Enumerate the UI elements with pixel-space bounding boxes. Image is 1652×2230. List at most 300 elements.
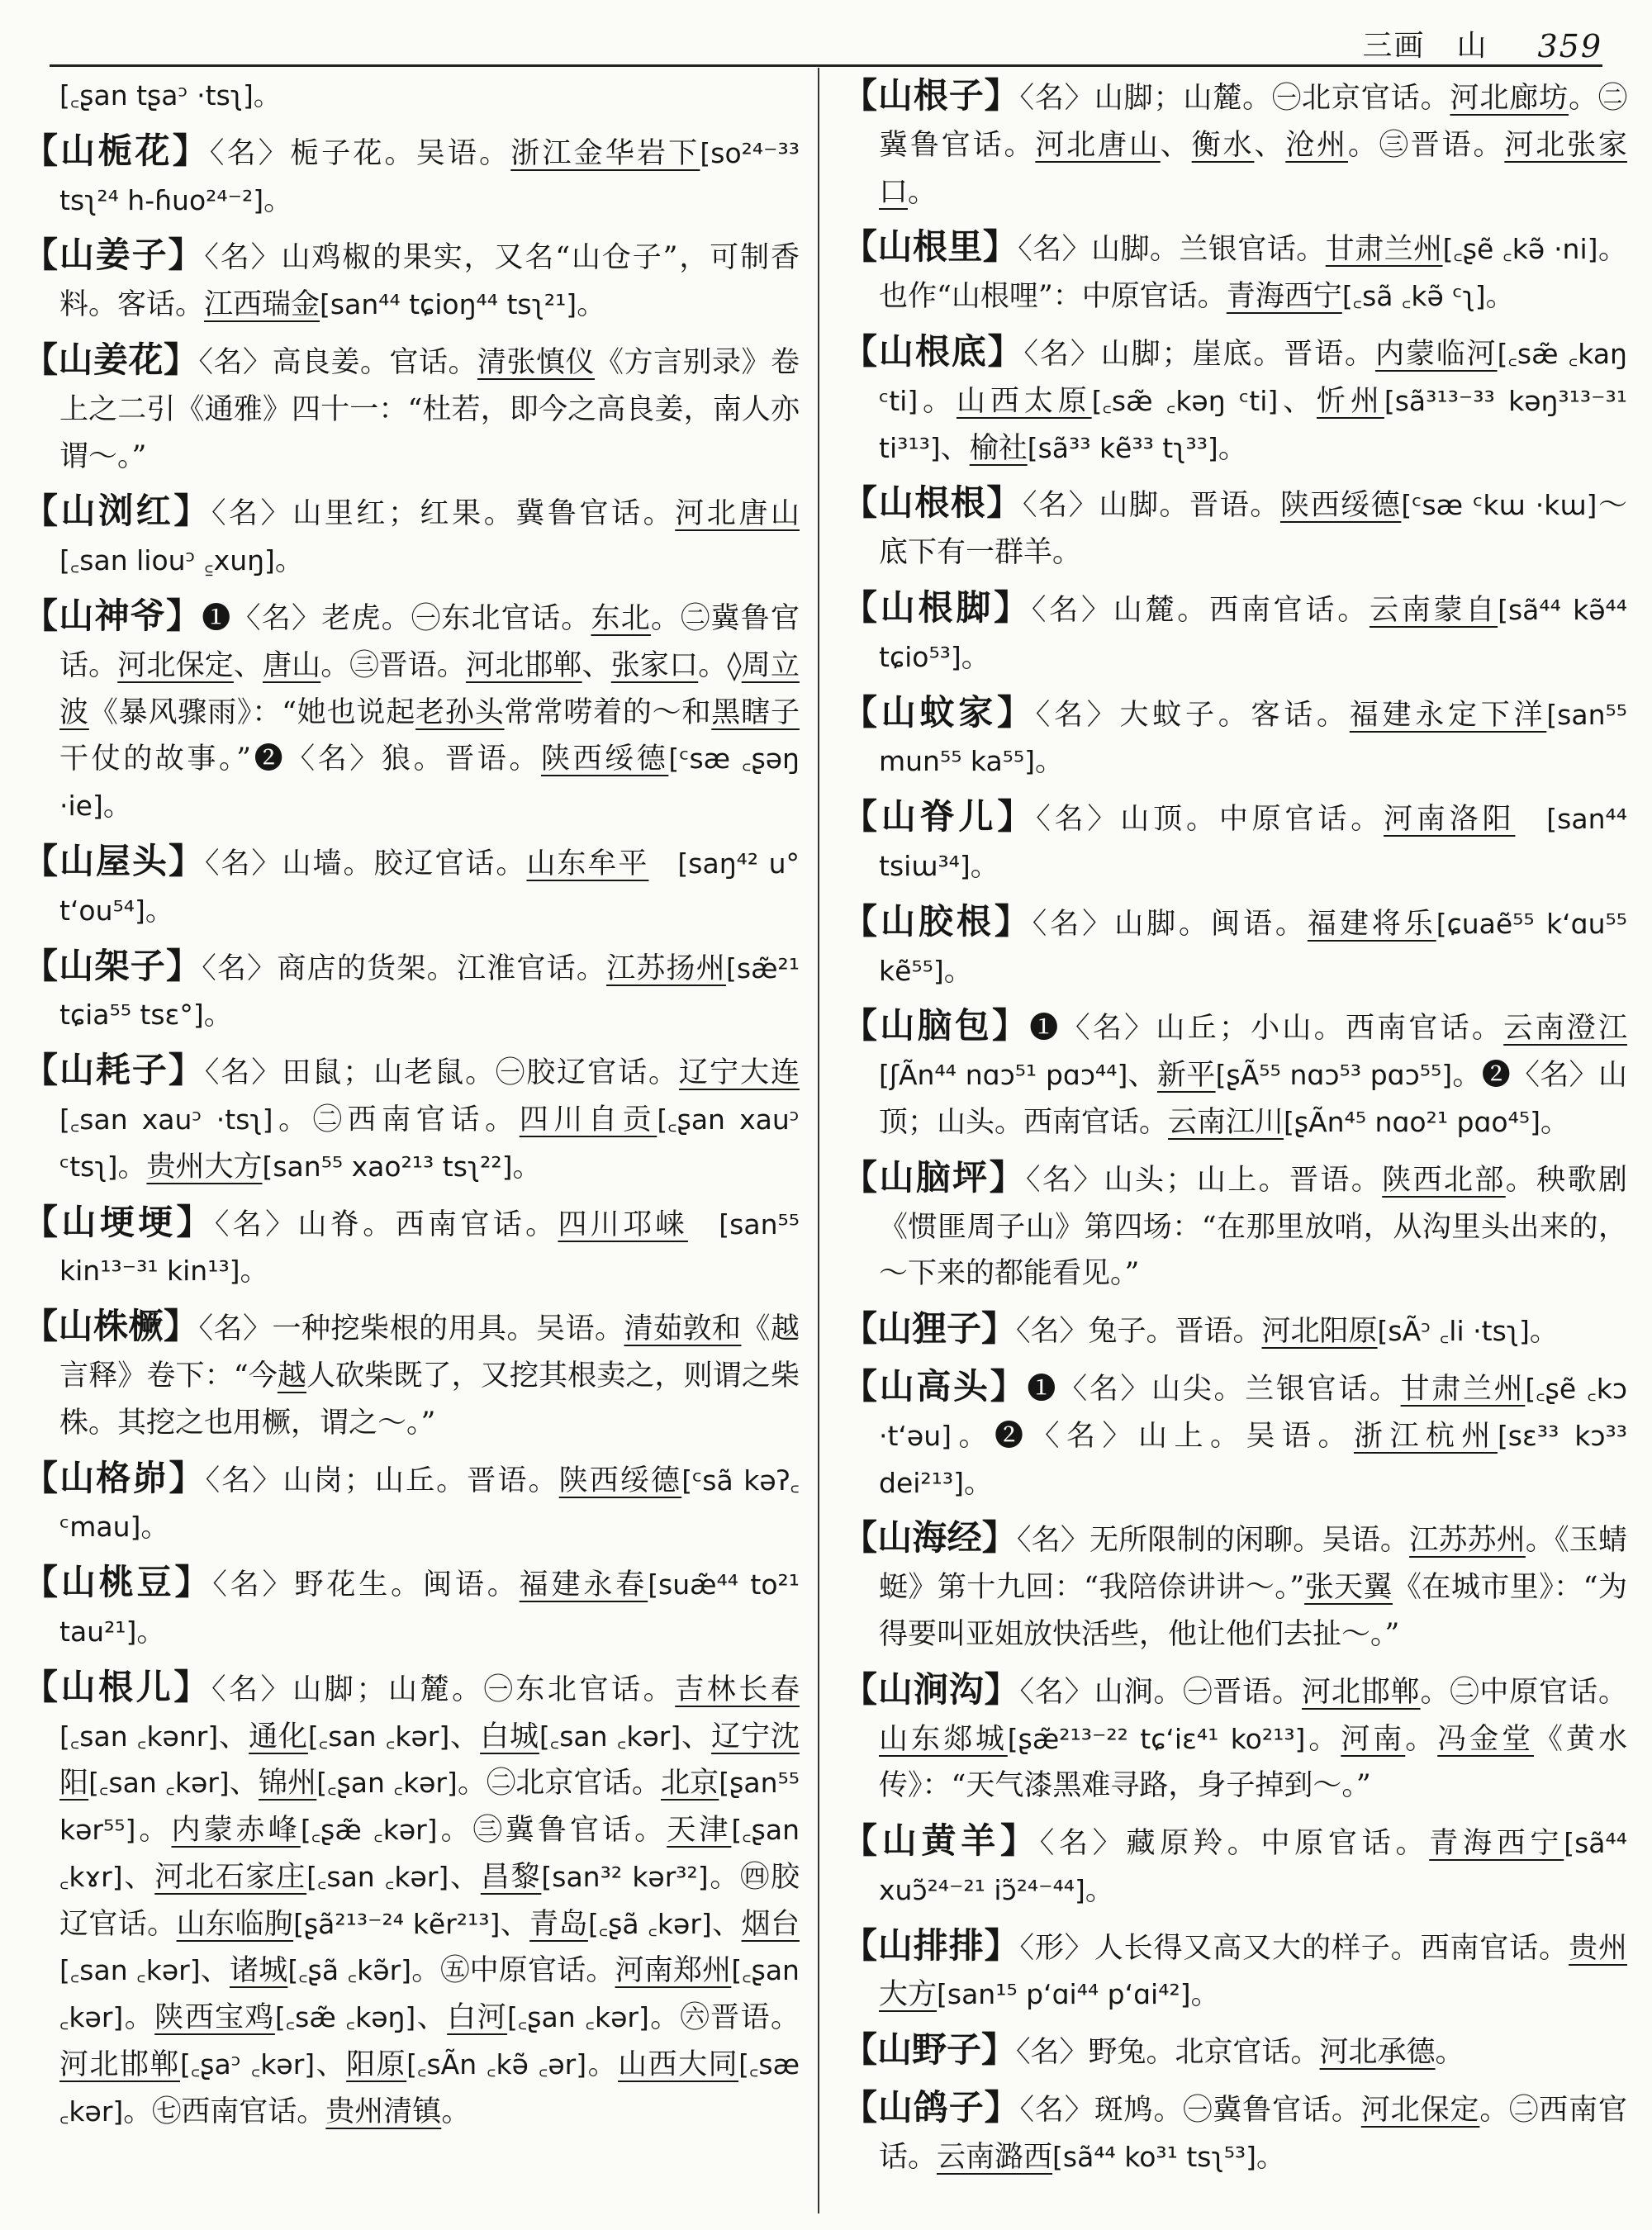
phonetic-transcription: [suæ̃⁴⁴ to²¹ tau²¹] xyxy=(59,1568,800,1648)
definition-text: 。 xyxy=(1405,1722,1438,1756)
place-name: 山东临朐 xyxy=(176,1907,294,1941)
place-name: 四川自贡 xyxy=(519,1103,657,1136)
phonetic-transcription: [ʂÃn⁴⁵ nɑo²¹ pɑo⁴⁵] xyxy=(1284,1105,1540,1138)
definition-text: 。 xyxy=(1540,1105,1569,1139)
place-name: 阳原 xyxy=(346,2048,407,2082)
place-name: 诸城 xyxy=(229,1954,288,1988)
definition-text: 。 xyxy=(140,1511,170,1544)
definition-text: 。 xyxy=(145,894,174,928)
definition-text: 、 xyxy=(449,1860,481,1894)
place-name: 浙江金华岩下 xyxy=(510,136,700,170)
headword: 【山栀花】 xyxy=(23,130,210,171)
entry-continuation xyxy=(23,73,800,120)
phonetic-transcription: [san⁵⁵ mun⁵⁵ ka⁵⁵] xyxy=(879,698,1627,778)
header-rule xyxy=(50,64,1602,67)
phonetic-transcription: [꜀san xauᵓ ·tsʅ] xyxy=(59,1103,273,1136)
place-name: 内蒙赤峰 xyxy=(171,1814,301,1848)
definition-text: 。㊁北京官话。 xyxy=(457,1767,661,1801)
definition-text: 〈名〉商店的货架。江淮官话。 xyxy=(202,951,607,985)
place-name: 甘肃兰州 xyxy=(1400,1372,1526,1406)
dictionary-entry xyxy=(843,585,1627,681)
phonetic-transcription: [꜀san ꜀kər] xyxy=(307,1720,450,1753)
definition-text: 、 xyxy=(1278,384,1317,418)
place-name: 河北唐山 xyxy=(1035,128,1161,162)
place-name: 陕西绥德 xyxy=(558,1464,682,1497)
definition-text: 〈名〉田鼠；山老鼠。㊀胶辽官话。 xyxy=(204,1056,680,1090)
phonetic-transcription: [ʂæ̃²¹³⁻²² tɕ‘iɛ⁴¹ ko²¹³] xyxy=(1007,1722,1306,1755)
headword: 【山根根】 xyxy=(843,482,1023,524)
definition-text: 〈名〉山涧。㊀晋语。 xyxy=(1019,1675,1302,1709)
definition-text: 〈名〉山脚；山麓。㊀东北官话。 xyxy=(211,1672,676,1706)
phonetic-transcription: [꜀ʂan ꜀kɤr] xyxy=(59,1814,800,1893)
definition-text: 〈名〉山脊。西南官话。 xyxy=(214,1208,558,1241)
definition-text: 、 xyxy=(711,1907,742,1941)
definition-text: 〈形〉人长得又高又大的样子。西南官话。 xyxy=(1019,1931,1569,1965)
headword: 【山黄羊】 xyxy=(843,1820,1040,1862)
definition-text: 。㊂冀鲁官话。 xyxy=(437,1814,667,1848)
definition-text: 。㊂晋语。 xyxy=(320,648,467,682)
place-name: 张天翼 xyxy=(1304,1571,1393,1605)
dictionary-entry xyxy=(843,73,1627,216)
place-name: 河北承德 xyxy=(1319,2036,1436,2070)
phonetic-transcription: [꜀san ꜀kənr] xyxy=(59,1720,219,1753)
definition-text: 、 xyxy=(233,648,263,682)
definition-text: 。秧歌剧《惯匪周子山》第四场：“在那里放哨，从沟里头出来的，～下来的都能看见。” xyxy=(879,1163,1627,1291)
dictionary-entry xyxy=(843,1818,1627,1914)
place-name: 河北保定 xyxy=(1360,2094,1480,2128)
headword: 【山浏红】 xyxy=(23,491,211,532)
phonetic-transcription: [ʂÃ⁵⁵ nɑɔ⁵³ pɑɔ⁵⁵] xyxy=(1215,1059,1453,1092)
headword: 【山狸子】 xyxy=(843,1308,1017,1350)
phonetic-transcription: [꜀ʂan ꜀kər] xyxy=(507,2001,649,2034)
definition-text: 。 xyxy=(136,1615,166,1649)
dictionary-entry xyxy=(23,1559,800,1656)
place-name: 河北石家庄 xyxy=(154,1860,307,1894)
place-name: 辽宁大连 xyxy=(679,1056,800,1090)
phonetic-transcription: [꜀ʂã ꜀kər] xyxy=(587,1907,712,1940)
definition-text: 〈名〉一种挖柴根的用具。吴语。 xyxy=(198,1312,624,1346)
definition-text: 〈名〉山麓。西南官话。 xyxy=(1031,593,1370,627)
place-name: 河北阳原 xyxy=(1261,1315,1378,1349)
dictionary-entry xyxy=(23,232,800,329)
place-name: 贵州清镇 xyxy=(325,2095,442,2128)
phonetic-transcription: [ᶜsæ ꜀ʂəŋ ·ie] xyxy=(59,743,800,823)
dictionary-entry xyxy=(843,1667,1627,1810)
dictionary-entry xyxy=(843,2027,1627,2076)
definition-text: 、 xyxy=(582,648,611,682)
headword: 【山根儿】 xyxy=(23,1666,211,1707)
place-name: 老孙头 xyxy=(415,695,505,729)
place-name: 山西太原 xyxy=(957,384,1092,418)
phonetic-transcription: [꜀ʂẽ ꜀kə̃ ·ni] xyxy=(1442,233,1598,266)
place-name: 河北廊坊 xyxy=(1450,82,1569,115)
phonetic-transcription: [꜀san ꜀kər] xyxy=(306,1860,449,1893)
dictionary-entry xyxy=(843,224,1627,320)
phonetic-transcription: [꜀ʂaᵓ ꜀kər] xyxy=(179,2048,316,2081)
phonetic-transcription: [ɕuaẽ⁵⁵ k‘ɑu⁵⁵ kẽ⁵⁵] xyxy=(879,907,1627,987)
place-name: 沧州 xyxy=(1285,128,1349,162)
definition-text: 。 xyxy=(1305,1722,1341,1756)
definition-text: 。㊅晋语。 xyxy=(648,2001,800,2035)
definition-text: ❶〈名〉山丘；小山。西南官话。 xyxy=(1029,1012,1504,1046)
definition-text: 。 xyxy=(512,1150,542,1184)
definition-text: 〈名〉山脚；崖底。晋语。 xyxy=(1023,337,1375,371)
definition-text: 。 xyxy=(123,2001,155,2035)
definition-text: 。 xyxy=(586,2048,619,2082)
definition-text: 。 xyxy=(240,1255,269,1288)
place-name: 内蒙临河 xyxy=(1374,337,1498,371)
definition-text: 。㊁西南官话。 xyxy=(879,2094,1627,2174)
phonetic-transcription: [sã⁴⁴ kə̃⁴⁴ tɕio⁵³] xyxy=(879,593,1627,673)
definition-text: 〈名〉野花生。闽语。 xyxy=(212,1568,520,1602)
definition-text: 。 xyxy=(117,1150,147,1184)
phonetic-transcription: [sɛ³³ kɔ³³ dei²¹³] xyxy=(879,1419,1627,1499)
definition-text: 《暴风骤雨》：“她也说起 xyxy=(88,695,416,729)
headword: 【山桃豆】 xyxy=(23,1562,213,1603)
phonetic-transcription: [꜀ʂan xauᵓ ᶜtsʅ] xyxy=(59,1103,800,1183)
place-name: 云南潞西 xyxy=(937,2140,1053,2174)
definition-text: 〈名〉山脚。晋语。 xyxy=(1023,489,1280,523)
definition-text: ～底下有一群羊。 xyxy=(879,489,1627,570)
place-name: 云南澄江 xyxy=(1503,1012,1627,1046)
dictionary-entry xyxy=(843,480,1627,576)
place-name: 陕西宝鸡 xyxy=(154,2001,275,2035)
dictionary-entry xyxy=(23,1455,800,1552)
place-name: 忻州 xyxy=(1317,384,1384,418)
phonetic-transcription: [꜀ʂan ꜀kər] xyxy=(316,1767,458,1800)
definition-text: 〈名〉山脚。兰银官话。 xyxy=(1018,233,1326,267)
phonetic-transcription: [saŋ⁴² u° t‘ou⁵⁴] xyxy=(59,847,800,927)
place-name: 甘肃兰州 xyxy=(1325,233,1443,267)
definition-text: 。 xyxy=(135,1814,172,1848)
definition-text: 、 xyxy=(1254,128,1286,162)
headword: 【山根里】 xyxy=(843,226,1018,268)
definition-text: 〈名〉藏原羚。中原官话。 xyxy=(1039,1827,1430,1861)
phonetic-transcription: [꜀san ꜀kər] xyxy=(88,1767,230,1800)
phonetic-transcription: [san⁵⁵ kin¹³⁻³¹ kin¹³] xyxy=(59,1208,800,1288)
place-name: 清张慎仪 xyxy=(477,345,595,379)
headword: 【山涧沟】 xyxy=(843,1668,1020,1710)
place-name: 山东郯城 xyxy=(879,1722,1008,1756)
phonetic-transcription: [ʃÃn⁴⁴ nɑɔ⁵¹ pɑɔ⁴⁴] xyxy=(879,1059,1128,1092)
definition-text: 。㊆西南官话。 xyxy=(123,2095,326,2128)
phonetic-transcription: [꜀ʂã ꜀kə̃r] xyxy=(287,1954,412,1987)
definition-text: 、 xyxy=(218,1720,249,1753)
definition-text: 、 xyxy=(1127,1059,1157,1093)
definition-text: 《方言别录》卷上之二引《通雅》四十一：“杜若，即今之高良姜，南人亦谓～。” xyxy=(59,345,800,473)
place-name: 陕西绥德 xyxy=(540,743,669,776)
place-name: 河南洛阳 xyxy=(1384,803,1516,837)
definition-text: 〈名〉大蚊子。客话。 xyxy=(1035,698,1350,732)
definition-text: 。 xyxy=(970,849,999,883)
dictionary-entry xyxy=(843,1003,1627,1146)
definition-text: 〈名〉山岗；山丘。晋语。 xyxy=(205,1464,559,1497)
place-name: 云南江川 xyxy=(1168,1105,1284,1139)
definition-text: 。❷〈名〉山顶；山头。西南官话。 xyxy=(879,1059,1627,1139)
place-name: 福建永春 xyxy=(519,1568,648,1602)
place-name: 贵州大方 xyxy=(146,1150,263,1184)
definition-text: 〈名〉斑鸠。㊀冀鲁官话。 xyxy=(1019,2094,1361,2128)
definition-text: 〈名〉山脚；山麓。㊀北京官话。 xyxy=(1019,82,1450,115)
phonetic-transcription: [sÃᵓ ꜀li ·tsʅ] xyxy=(1377,1315,1530,1348)
phonetic-transcription: [꜀ʂan tʂaᵓ ·tsʅ]。 xyxy=(59,79,281,112)
headword: 【山海经】 xyxy=(843,1517,1017,1559)
definition-text: 、 xyxy=(1160,128,1192,162)
headword: 【山脑坪】 xyxy=(843,1156,1026,1198)
definition-text: 。 xyxy=(203,999,233,1032)
headword: 【山脑包】 xyxy=(843,1005,1030,1046)
phonetic-transcription: [꜀sæ̃ ꜀kəŋ ᶜti] xyxy=(1091,384,1279,417)
phonetic-transcription: [san³² kər³²] xyxy=(541,1860,709,1893)
phonetic-transcription: [꜀ʂẽ ꜀kɔ ·t‘əu] xyxy=(879,1372,1627,1452)
place-name: 河北邯郸 xyxy=(59,2048,180,2082)
phonetic-transcription: [꜀san ꜀kər] xyxy=(59,1954,201,1987)
dictionary-entry xyxy=(23,943,800,1040)
definition-text: 。 xyxy=(263,183,293,217)
definition-text: 〈名〉山里红；红果。冀鲁官话。 xyxy=(211,497,676,531)
place-name: 冯金堂 xyxy=(1437,1722,1535,1756)
phonetic-transcription: [sã³¹³⁻³³ kəŋ³¹³⁻³¹ ti³¹³] xyxy=(879,384,1627,464)
section-header: 三画 山 xyxy=(1362,29,1488,63)
place-name: 唐山 xyxy=(263,648,321,682)
phonetic-transcription: [san⁵⁵ xao²¹³ tsʅ²²] xyxy=(262,1150,513,1183)
place-name: 河北张家口 xyxy=(879,128,1627,209)
definition-text: 。 xyxy=(1085,1873,1114,1907)
place-name: 辽宁沈阳 xyxy=(59,1720,800,1801)
place-name: 河北保定 xyxy=(117,648,234,682)
headword: 【山根子】 xyxy=(843,75,1020,116)
headword: 【山姜花】 xyxy=(23,339,199,380)
definition-text: 、 xyxy=(415,2001,448,2035)
place-name: 青岛 xyxy=(529,1907,588,1941)
headword: 【山根底】 xyxy=(843,330,1024,372)
headword: 【山神爷】 xyxy=(23,595,202,636)
phonetic-transcription: [꜀sã ꜀kə̃ ᶜʅ] xyxy=(1341,280,1486,313)
headword: 【山姜子】 xyxy=(23,235,205,276)
phonetic-transcription: [sã⁴⁴ ko³¹ tsʅ⁵³] xyxy=(1052,2140,1257,2173)
definition-text: 〈名〉山鸡椒的果实，又名“山仓子”，可制香料。客话。 xyxy=(59,241,800,322)
place-name: 衡水 xyxy=(1191,128,1255,162)
definition-text: 。 xyxy=(1035,745,1065,779)
dictionary-entry xyxy=(23,1047,800,1190)
definition-text: 。 xyxy=(961,640,990,674)
dictionary-entry xyxy=(23,1199,800,1296)
definition-text: 〈名〉山顶。中原官话。 xyxy=(1036,803,1384,837)
dictionary-entry xyxy=(843,690,1627,786)
phonetic-transcription: [ʂan⁵⁵ kər⁵⁵] xyxy=(59,1767,800,1847)
definition-text: 。㊁冀鲁官话。 xyxy=(879,82,1627,162)
place-name: 吉林长春 xyxy=(675,1672,800,1706)
definition-text: 《越言释》卷下：“今 xyxy=(59,1312,800,1393)
definition-text: 。㊃胶辽官话。 xyxy=(59,1860,800,1941)
place-name: 周立波 xyxy=(59,648,800,729)
phonetic-transcription: [꜀sÃn ꜀kə̃ ꜀ər] xyxy=(406,2048,587,2081)
dictionary-entry xyxy=(23,1664,800,2136)
phonetic-transcription: [sã⁴⁴ xuɔ̃²⁴⁻²¹ iɔ̃²⁴⁻⁴⁴] xyxy=(879,1827,1627,1906)
headword: 【山鸽子】 xyxy=(843,2087,1020,2128)
definition-text: 、 xyxy=(681,1720,712,1753)
page-number: 359 xyxy=(1537,28,1602,64)
place-name: 江苏扬州 xyxy=(606,951,727,985)
phonetic-transcription: [꜀ʂæ̃ ꜀kər] xyxy=(300,1814,438,1847)
definition-text: 人砍柴既了，又挖其根卖之，则谓之柴株。其挖之也用橛，谓之～。” xyxy=(59,1359,800,1440)
definition-text: 。 xyxy=(1218,431,1247,465)
dictionary-entry xyxy=(843,1364,1627,1506)
definition-text: ❶〈名〉山尖。兰银官话。 xyxy=(1027,1372,1401,1406)
definition-text: 。 xyxy=(274,544,304,578)
definition-text: 〈名〉高良姜。官话。 xyxy=(198,345,477,379)
definition-text: 。 xyxy=(577,288,606,322)
phonetic-transcription: [꜀san liouᵓ ꜁xuŋ] xyxy=(59,544,275,577)
phonetic-transcription: [ᶜsã kəʔ꜀ ᶜmau] xyxy=(59,1464,800,1544)
definition-text: 《黄水传》：“天气漆黑难寻路，身子掉到～。” xyxy=(879,1722,1627,1803)
definition-text: 。㊁西南官话。 xyxy=(273,1103,520,1136)
definition-text: 常常唠着的～和 xyxy=(504,695,712,729)
definition-text: 干仗的故事。”❷〈名〉狼。晋语。 xyxy=(59,743,541,776)
place-name: 越 xyxy=(277,1359,306,1393)
phonetic-transcription: [꜀sæ̃ ꜀kaŋ ᶜti] xyxy=(879,337,1627,417)
place-name: 青海西宁 xyxy=(1429,1827,1564,1861)
place-name: 江苏苏州 xyxy=(1409,1524,1526,1558)
place-name: 张家口 xyxy=(610,648,699,682)
definition-text: 〈名〉山头；山上。晋语。 xyxy=(1025,1163,1383,1197)
dictionary-entry xyxy=(843,1306,1627,1355)
right-column xyxy=(843,73,1627,2190)
phonetic-transcription: [san⁴⁴ tsiɯ³⁴] xyxy=(879,803,1627,882)
dictionary-entry xyxy=(23,337,800,480)
place-name: 清茹敦和 xyxy=(624,1312,742,1346)
place-name: 陕西北部 xyxy=(1382,1163,1506,1197)
definition-text: 。 xyxy=(441,2095,471,2128)
place-name: 四川邛崃 xyxy=(558,1208,688,1241)
definition-text: 〈名〉山墙。胶辽官话。 xyxy=(204,847,527,880)
place-name: 河北唐山 xyxy=(675,497,800,531)
phonetic-transcription: [꜀san ꜀kər] xyxy=(539,1720,681,1753)
place-name: 云南蒙自 xyxy=(1369,593,1498,627)
headword: 【山高头】 xyxy=(843,1365,1028,1407)
place-name: 河北邯郸 xyxy=(466,648,582,682)
headword: 【山埂埂】 xyxy=(23,1201,215,1242)
definition-text: 。 xyxy=(1256,2140,1286,2174)
phonetic-transcription: [꜀sæ ꜀kər] xyxy=(59,2048,800,2128)
definition-text: 。◊ xyxy=(698,648,742,682)
definition-text: 。 xyxy=(1190,1978,1220,2012)
place-name: 河南 xyxy=(1341,1722,1406,1756)
place-name: 黑瞎子 xyxy=(711,695,800,729)
definition-text: 《在城市里》：“为得要叫亚姐放快活些，他让他们去扯～。” xyxy=(879,1571,1627,1651)
place-name: 贵州大方 xyxy=(879,1931,1627,2012)
phonetic-transcription: [ʂã²¹³⁻²⁴ kẽr²¹³] xyxy=(293,1907,501,1940)
definition-text: 、 xyxy=(122,1860,155,1894)
definition-text: 。《玉蜻蜓》第十九回：“我陪倷讲讲～。” xyxy=(879,1524,1627,1605)
phonetic-transcription: [san⁴⁴ tɕioŋ⁴⁴ tsʅ²¹] xyxy=(320,288,577,321)
definition-text: 。 xyxy=(918,384,957,418)
running-head xyxy=(1362,15,1602,64)
place-name: 陕西绥德 xyxy=(1279,489,1402,523)
place-name: 河南郑州 xyxy=(615,1954,732,1988)
definition-text: 。 xyxy=(908,175,938,209)
definition-text: 。㊂晋语。 xyxy=(1348,128,1505,162)
phonetic-transcription: [ᶜsæ ᶜkɯ ·kɯ] xyxy=(1401,489,1597,522)
headword: 【山根脚】 xyxy=(843,586,1032,628)
headword: 【山蚊家】 xyxy=(843,691,1036,733)
definition-text: 。 xyxy=(963,1466,993,1500)
definition-text: 〈名〉野兔。北京官话。 xyxy=(1016,2036,1320,2070)
place-name: 北京 xyxy=(660,1767,719,1801)
definition-text: 、 xyxy=(940,431,970,465)
definition-text: 。 xyxy=(1529,1315,1559,1349)
dictionary-entry xyxy=(843,1515,1627,1658)
place-name: 东北 xyxy=(591,601,651,635)
dictionary-entry xyxy=(23,593,800,830)
headword: 【山排排】 xyxy=(843,1924,1020,1966)
definition-text: 〈名〉无所限制的闲聊。吴语。 xyxy=(1016,1524,1410,1558)
headword: 【山耗子】 xyxy=(23,1050,205,1091)
definition-text: ❶〈名〉老虎。㊀东北官话。 xyxy=(202,601,591,635)
definition-text: 。❷〈名〉山上。吴语。 xyxy=(952,1419,1354,1453)
place-name: 榆社 xyxy=(969,431,1028,465)
place-name: 白城 xyxy=(480,1720,539,1753)
definition-text: 、 xyxy=(500,1907,530,1941)
place-name: 河北邯郸 xyxy=(1301,1675,1421,1709)
definition-text: 。 xyxy=(1435,2036,1464,2070)
definition-text: 。㊁中原官话。 xyxy=(1420,1675,1627,1709)
place-name: 江西瑞金 xyxy=(204,288,320,322)
place-name: 青海西宁 xyxy=(1226,280,1342,314)
place-name: 昌黎 xyxy=(480,1860,542,1894)
headword: 【山株橛】 xyxy=(23,1306,199,1347)
dictionary-entry xyxy=(23,838,800,935)
definition-text: 、 xyxy=(449,1720,481,1753)
place-name: 白河 xyxy=(447,2001,508,2035)
definition-text: 。也作“山根哩”：中原官话。 xyxy=(879,233,1627,314)
dictionary-entry xyxy=(843,899,1627,995)
definition-text: 。 xyxy=(1485,280,1515,314)
headword: 【山架子】 xyxy=(23,945,202,986)
place-name: 福建将乐 xyxy=(1307,907,1436,941)
dictionary-entry xyxy=(843,2085,1627,2181)
place-name: 通化 xyxy=(249,1720,308,1753)
phonetic-transcription: [sã³³ kẽ³³ tʅ³³] xyxy=(1027,431,1218,464)
phonetic-transcription: [꜀sæ̃ ꜀kəŋ] xyxy=(274,2001,416,2034)
place-name: 山西大同 xyxy=(618,2048,739,2082)
left-column xyxy=(23,73,800,2144)
definition-text: 。㊄中原官话。 xyxy=(411,1954,615,1988)
place-name: 福建永定下洋 xyxy=(1349,698,1547,732)
dictionary-entry xyxy=(843,794,1627,890)
place-name: 锦州 xyxy=(258,1767,317,1801)
place-name: 烟台 xyxy=(741,1907,800,1941)
definition-text: 、 xyxy=(200,1954,230,1988)
dictionary-entry xyxy=(23,128,800,225)
definition-text: 。 xyxy=(102,790,132,823)
headword: 【山屋头】 xyxy=(23,840,205,881)
definition-text: 〈名〉栀子花。吴语。 xyxy=(209,136,511,170)
definition-text: 、 xyxy=(315,2048,347,2082)
headword: 【山胶根】 xyxy=(843,900,1032,942)
phonetic-transcription: [so²⁴⁻³³ tsʅ²⁴ h-ɦuo²⁴⁻²] xyxy=(59,136,800,216)
dictionary-entry xyxy=(843,1155,1627,1298)
dictionary-entry xyxy=(23,1303,800,1446)
dictionary-entry xyxy=(843,329,1627,472)
headword: 【山脊儿】 xyxy=(843,796,1037,837)
headword: 【山野子】 xyxy=(843,2029,1017,2071)
place-name: 天津 xyxy=(667,1814,732,1848)
dictionary-entry xyxy=(23,488,800,585)
column-divider xyxy=(818,68,819,2213)
definition-text: 。 xyxy=(943,954,973,988)
definition-text: 。㊁冀鲁官话。 xyxy=(59,601,800,682)
